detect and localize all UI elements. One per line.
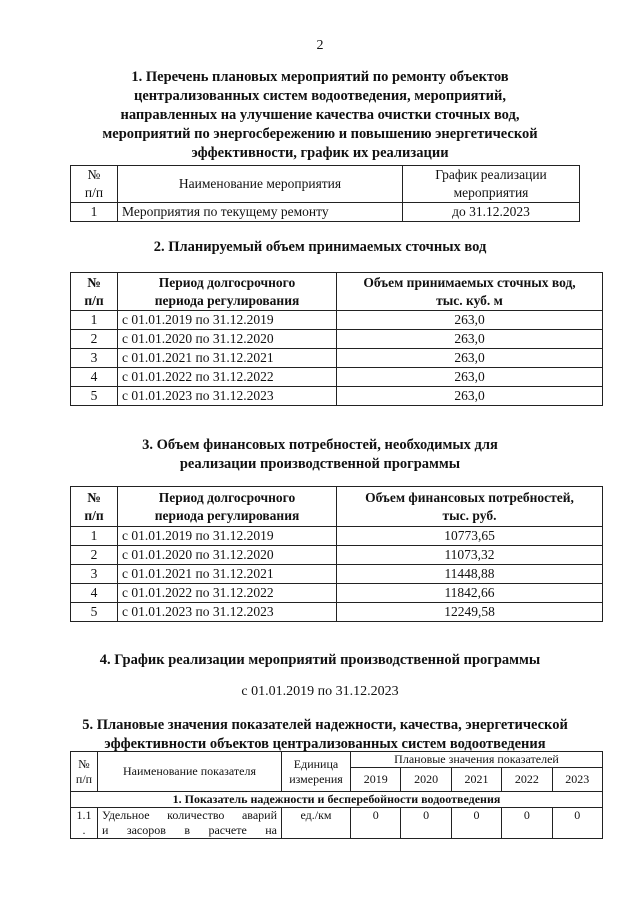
title-line: централизованных систем водоотведения, мероприятий, (134, 88, 506, 104)
col-schedule-header: График реализации мероприятия (403, 166, 580, 203)
table-row (71, 203, 580, 222)
cell-period: с 01.01.2020 по 31.12.2020 (118, 330, 337, 349)
cell-num: 1.1 . (71, 808, 98, 839)
table-row (71, 368, 603, 387)
name-line: Удельное количество аварий (102, 808, 277, 822)
col-period-header: Период долгосрочного периода регулирования (118, 487, 337, 527)
cell-num: 1 (71, 527, 118, 546)
cell-num: 5 (71, 387, 118, 406)
cell-value: 0 (451, 808, 501, 839)
cell-num: 2 (71, 330, 118, 349)
year-header: 2023 (552, 768, 603, 792)
col-period-header: Период долгосрочного периода регулирования (118, 273, 337, 311)
col-num-header: № п/п (71, 166, 118, 203)
cell-unit: ед./км (282, 808, 351, 839)
cell-value: 0 (502, 808, 552, 839)
page-number: 2 (316, 38, 324, 53)
table-row (71, 311, 603, 330)
cell-value: 12249,58 (337, 603, 603, 622)
table-row (71, 527, 603, 546)
col-num-header: № п/п (71, 752, 98, 792)
cell-value: 263,0 (337, 311, 603, 330)
title-line: 5. Плановые значения показателей надежности, качества, энергетической (82, 717, 568, 733)
year-header: 2019 (351, 768, 401, 792)
cell-name: Мероприятия по текущему ремонту (118, 203, 403, 222)
cell-period: с 01.01.2020 по 31.12.2020 (118, 546, 337, 565)
cell-period: с 01.01.2023 по 31.12.2023 (118, 603, 337, 622)
title-line: эффективности, график их реализации (191, 145, 449, 161)
year-header: 2020 (401, 768, 451, 792)
cell-value: 0 (552, 808, 603, 839)
col-num-header: № п/п (71, 487, 118, 527)
title-line: 1. Перечень плановых мероприятий по ремонту объектов (131, 69, 509, 85)
year-header: 2022 (502, 768, 552, 792)
table-row (71, 387, 603, 406)
cell-value: 263,0 (337, 387, 603, 406)
cell-num: 1 (71, 311, 118, 330)
cell-num: 3 (71, 565, 118, 584)
col-unit-header: Единица измерения (282, 752, 351, 792)
cell-schedule: до 31.12.2023 (403, 203, 580, 222)
cell-num: 1 (71, 203, 118, 222)
cell-num: 3 (71, 349, 118, 368)
wastewater-table (70, 272, 603, 406)
col-name-header: Наименование показателя (98, 752, 282, 792)
title-line: направленных на улучшение качества очистки сточных вод, (120, 107, 520, 123)
col-name-header: Наименование мероприятия (118, 166, 403, 203)
section4-title: 4. График реализации мероприятий производственной программы (99, 652, 541, 668)
cell-value: 0 (401, 808, 451, 839)
name-line: и засоров в расчете на (102, 823, 277, 837)
cell-value: 0 (351, 808, 401, 839)
cell-period: с 01.01.2023 по 31.12.2023 (118, 387, 337, 406)
col-value-header: Объем принимаемых сточных вод, тыс. куб. м (337, 273, 603, 311)
cell-value: 263,0 (337, 349, 603, 368)
cell-value: 263,0 (337, 368, 603, 387)
cell-period: с 01.01.2022 по 31.12.2022 (118, 584, 337, 603)
finance-table (70, 486, 603, 622)
cell-num: 2 (71, 546, 118, 565)
group-row: 1. Показатель надежности и бесперебойности водоотведения (71, 792, 603, 808)
planned-values-header: Плановые значения показателей (351, 752, 603, 768)
cell-value: 11842,66 (337, 584, 603, 603)
section5-title (40, 716, 610, 754)
cell-period: с 01.01.2019 по 31.12.2019 (118, 311, 337, 330)
cell-value: 11073,32 (337, 546, 603, 565)
title-line: мероприятий по энергосбережению и повышению энергетической (102, 126, 538, 142)
title-line: эффективности объектов централизованных систем водоотведения (104, 736, 546, 752)
table-row (71, 808, 603, 839)
table-row (71, 330, 603, 349)
col-value-header: Объем финансовых потребностей, тыс. руб. (337, 487, 603, 527)
table-row (71, 546, 603, 565)
section3-title (60, 436, 580, 474)
cell-period: с 01.01.2022 по 31.12.2022 (118, 368, 337, 387)
cell-period: с 01.01.2021 по 31.12.2021 (118, 565, 337, 584)
cell-value: 11448,88 (337, 565, 603, 584)
section2-title: 2. Планируемый объем принимаемых сточных вод (153, 239, 487, 255)
measures-table (70, 165, 580, 222)
title-line: 3. Объем финансовых потребностей, необходимых для (142, 437, 498, 453)
table-row (71, 565, 603, 584)
cell-value: 263,0 (337, 330, 603, 349)
cell-num: 4 (71, 368, 118, 387)
table-row (71, 584, 603, 603)
cell-period: с 01.01.2021 по 31.12.2021 (118, 349, 337, 368)
cell-name (98, 808, 282, 839)
cell-num: 4 (71, 584, 118, 603)
cell-value: 10773,65 (337, 527, 603, 546)
indicators-table (70, 751, 603, 839)
title-line: реализации производственной программы (179, 456, 461, 472)
section1-title (60, 68, 580, 163)
section4-period: с 01.01.2019 по 31.12.2023 (241, 684, 399, 699)
col-num-header: № п/п (71, 273, 118, 311)
table-row (71, 349, 603, 368)
table-row (71, 603, 603, 622)
cell-num: 5 (71, 603, 118, 622)
cell-period: с 01.01.2019 по 31.12.2019 (118, 527, 337, 546)
year-header: 2021 (451, 768, 501, 792)
